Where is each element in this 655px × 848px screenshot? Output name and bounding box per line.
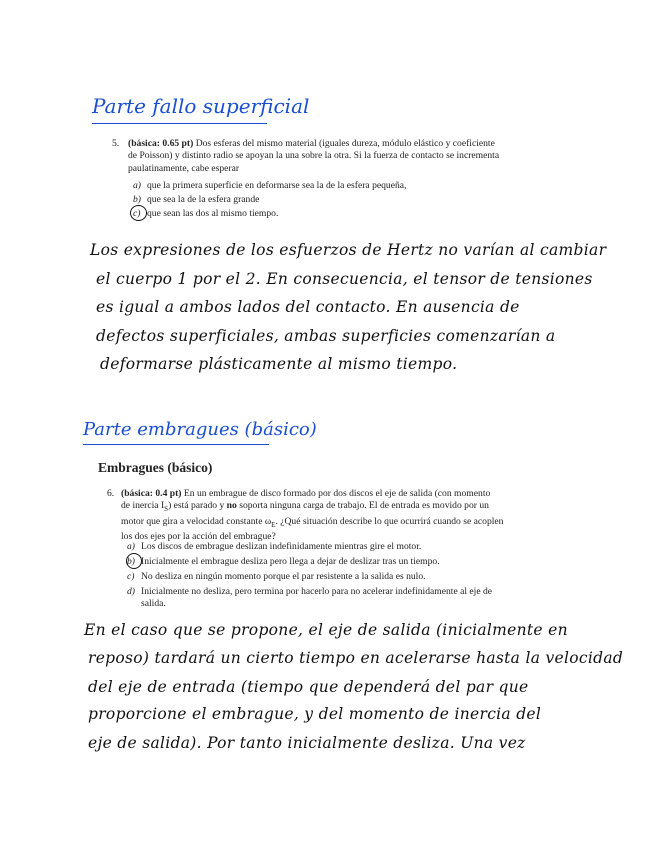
handwritten-answer-5-line-3: es igual a ambos lados del contacto. En ausencia de — [96, 298, 520, 316]
question-6-label: (básica: 0.4 pt) — [121, 488, 182, 499]
handwritten-answer-6-line-4: proporcione el embrague, y del momento de inercia del — [88, 705, 542, 723]
handwritten-heading-embragues: Parte embragues (básico) — [83, 419, 317, 440]
answer-circle-mark — [126, 553, 142, 569]
question-6-option-b: b) Inicialmente el embrague desliza pero llega a dejar de deslizar tras un tiempo. — [127, 556, 440, 567]
question-5-line1: Dos esferas del mismo material (iguales dureza, módulo elástico y coeficiente — [193, 138, 495, 149]
question-6-line3: motor que gira a velocidad constante $\omega_E$. ¿Qué situación describe lo que ocurrirá cuando se acoplen — [121, 515, 504, 529]
section-title: Embragues (básico) — [98, 460, 213, 475]
question-6-option-d: d) Inicialmente no desliza, pero termina por hacerlo para no acelerar indefinidamente al eje de — [127, 586, 493, 597]
question-6-number: 6. — [107, 488, 115, 499]
handwritten-answer-5-line-1: Los expresiones de los esfuerzos de Hertz no varían al cambiar — [90, 241, 607, 259]
handwritten-answer-5-line-5: deformarse plásticamente al mismo tiempo. — [100, 355, 458, 373]
question-5-option-b: b) que sea la de la esfera grande — [133, 194, 260, 205]
question-6-line4: los dos ejes por la acción del embrague? — [121, 531, 276, 543]
handwritten-answer-6-line-5: eje de salida). Por tanto inicialmente desliza. Una vez — [88, 734, 526, 752]
question-6-line1: En un embrague de disco formado por dos discos el eje de salida (con momento — [181, 488, 491, 499]
question-6-option-d-continuation: salida. — [141, 598, 166, 609]
question-5-number: 5. — [112, 138, 120, 149]
question-5-label: (básica: 0.65 pt) — [128, 138, 194, 149]
question-5-option-a: a) que la primera superficie en deformarse sea la de la esfera pequeña, — [133, 180, 407, 191]
question-6-line2: de inercia $I_S$) está parado y no soporta ninguna carga de trabajo. El de entrada es movido por un — [121, 500, 489, 514]
question-5-option-c: c) que sean las dos al mismo tiempo. — [133, 208, 279, 219]
handwritten-answer-5-line-2: el cuerpo 1 por el 2. En consecuencia, el tensor de tensiones — [96, 270, 593, 288]
question-5-line2: de Poisson) y distinto radio se apoyan la una sobre la otra. Si la fuerza de contacto se incrementa — [128, 150, 500, 162]
question-5-text — [128, 138, 558, 175]
handwritten-heading-fallo-superficial: Parte fallo superficial — [92, 94, 310, 118]
heading-underline — [83, 444, 269, 445]
question-5-line3: paulatinamente, cabe esperar — [128, 162, 240, 174]
handwritten-answer-6-line-2: reposo) tardará un cierto tiempo en acelerarse hasta la velocidad — [88, 649, 624, 667]
heading-underline — [92, 123, 267, 124]
question-6-text — [121, 488, 561, 543]
handwritten-answer-6-line-3: del eje de entrada (tiempo que dependerá del par que — [88, 678, 529, 696]
question-6-option-a: a) Los discos de embrague deslizan indefinidamente mientras gire el motor. — [127, 541, 422, 552]
answer-circle-mark — [130, 205, 147, 221]
handwritten-answer-5-line-4: defectos superficiales, ambas superficies comenzarían a — [96, 327, 556, 345]
question-6-option-c: c) No desliza en ningún momento porque el par resistente a la salida es nulo. — [127, 571, 426, 582]
handwritten-answer-6-line-1: En el caso que se propone, el eje de salida (inicialmente en — [84, 621, 568, 639]
